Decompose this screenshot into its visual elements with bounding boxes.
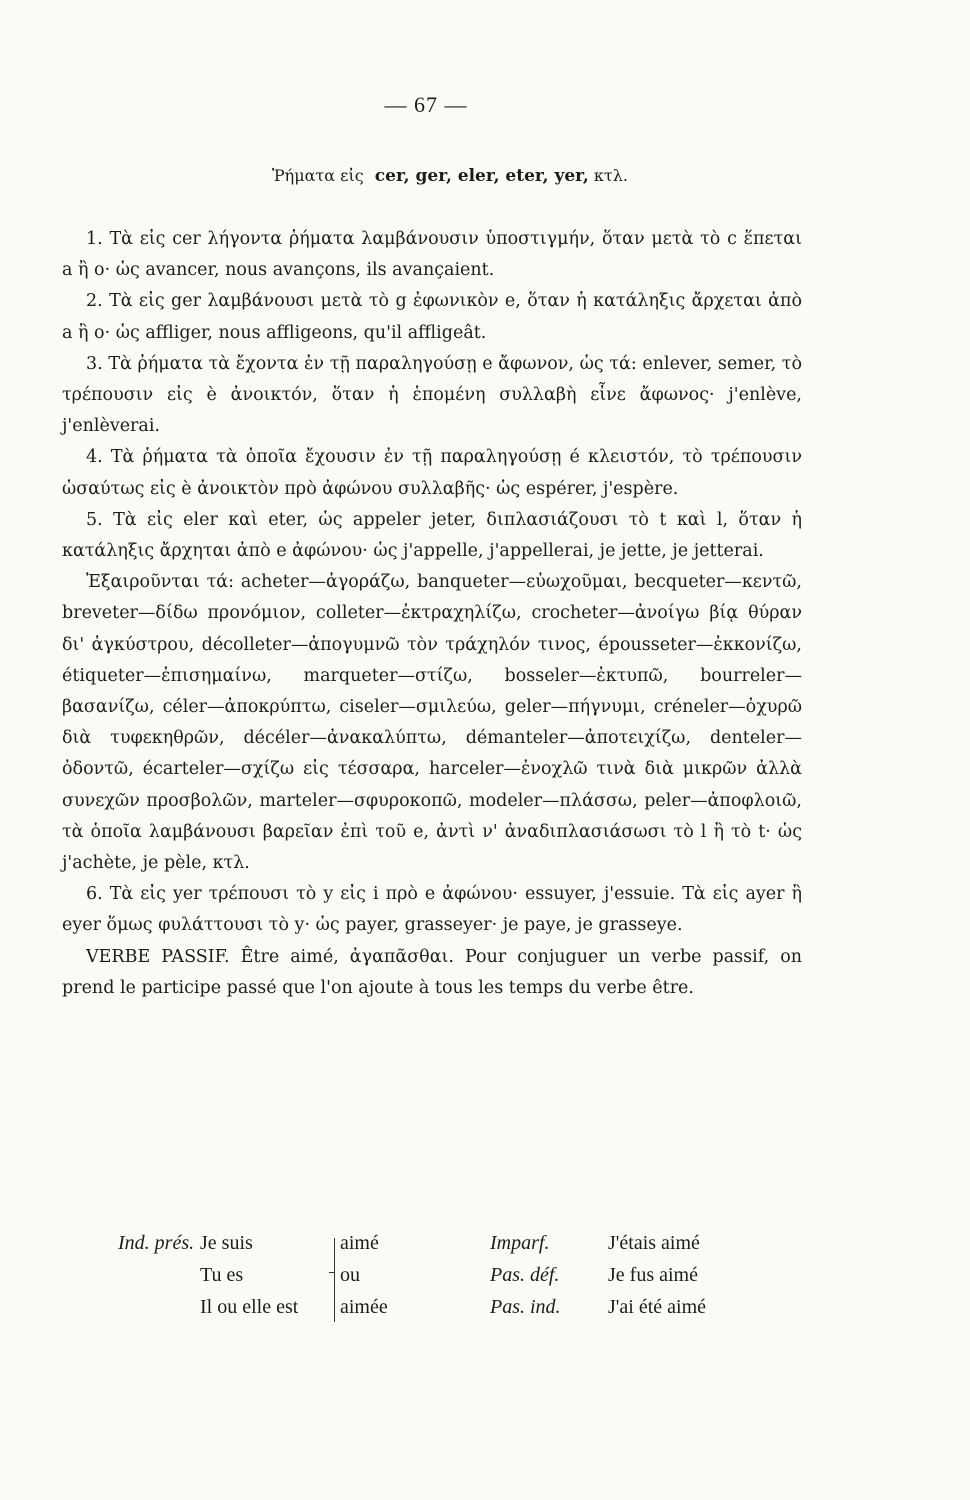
tense-label-pas-ind: Pas. ind.	[490, 1296, 561, 1318]
heading-greek: Ῥήματα εἰς	[272, 166, 364, 185]
tense-label-present: Ind. prés.	[118, 1232, 195, 1254]
section-heading	[0, 166, 900, 186]
paragraph-4: 4. Τὰ ῥήματα τὰ ὁποῖα ἔχουσιν ἐν τῇ παραληγούσῃ é κλειστόν, τὸ τρέπουσιν ὡσαύτως εἰς è ἀνοικτὸν πρὸ ἀφώνου συλλαβῆς· ὡς espérer, j'espère.	[62, 447, 802, 499]
form-pas-ind: J'ai été aimé	[608, 1296, 706, 1318]
conjugation-row	[118, 1264, 818, 1296]
participle-3: aimée	[340, 1296, 388, 1318]
conjugation-table	[118, 1232, 818, 1328]
paragraph-6: 6. Τὰ εἰς yer τρέπουσι τὸ y εἰς i πρὸ e ἀφώνου· essuyer, j'essuie. Τὰ εἰς ayer ἢ eyer ὅμως φυλάττουσι τὸ y· ὡς payer, grasseyer· je paye, je grasseye.	[62, 884, 802, 936]
paragraph-5: 5. Τὰ εἰς eler καὶ eter, ὡς appeler jeter, διπλασιάζουσι τὸ t καὶ l, ὅταν ἡ κατάληξις ἄρχηται ἀπὸ e ἀφώνου· ὡς j'appelle, j'appellerai, je jette, je jetterai.	[62, 509, 802, 562]
paragraph-verbe-passif: VERBE PASSIF. Être aimé, ἀγαπᾶσθαι. Pour conjuguer un verbe passif, on prend le participe passé que l'on ajoute à tous les temps du verbe être.	[62, 946, 802, 998]
body-text	[62, 224, 802, 1004]
tense-label-pas-def: Pas. déf.	[490, 1264, 560, 1286]
tense-label-imparf: Imparf.	[490, 1232, 550, 1254]
paragraph-2: 2. Τὰ εἰς ger λαμβάνουσι μετὰ τὸ g ἐφωνικὸν e, ὅταν ἡ κατάληξις ἄρχεται ἀπὸ a ἢ o· ὡς affliger, nous affligeons, qu'il affligeât.	[62, 291, 802, 343]
paragraph-exceptions: Ἐξαιροῦνται τά: acheter—ἀγοράζω, banqueter—εὐωχοῦμαι, becqueter—κεντῶ, breveter—δίδω προνόμιον, colleter—ἐκτραχηλίζω, crocheter—ἀνοίγω βίᾳ θύραν δι' ἀγκύστρου, décolleter—ἀπογυμνῶ τὸν τράχηλόν τινος, épousseter—ἐκκονίζω, étiqueter—ἐπισημαίνω, marqueter—στίζω, bosseler—ἐκτυπῶ, bourreler—βασανίζω, céler—ἀποκρύπτω, ciseler—σμιλεύω, geler—πήγνυμι, créneler—ὀχυρῶ διὰ τυφεκηθρῶν, décéler—ἀνακαλύπτω, démanteler—ἀποτειχίζω, denteler—ὀδοντῶ, écarteler—σχίζω εἰς τέσσαρα, harceler—ἐνοχλῶ τινὰ διὰ μικρῶν ἀλλὰ συνεχῶν προσβολῶν, marteler—σφυροκοπῶ, modeler—πλάσσω, peler—ἀποφλοιῶ, τὰ ὁποῖα λαμβάνουσι βαρεῖαν ἐπὶ τοῦ e, ἀντὶ ν' ἀναδιπλασιάσωσι τὸ l ἢ τὸ t· ὡς j'achète, je pèle, κτλ.	[62, 572, 802, 874]
paragraph-1: 1. Τὰ εἰς cer λήγοντα ῥήματα λαμβάνουσιν ὑποστιγμήν, ὅταν μετὰ τὸ c ἕπεται a ἢ o· ὡς avancer, nous avançons, ils avançaient.	[62, 229, 802, 281]
participle-2: ou	[340, 1264, 360, 1286]
form-pas-def: Je fus aimé	[608, 1264, 698, 1286]
paragraph-3: 3. Τὰ ῥήματα τὰ ἔχοντα ἐν τῇ παραληγούσῃ e ἄφωνον, ὡς τά: enlever, semer, τὸ τρέπουσιν εἰς è ἀνοικτόν, ὅταν ἡ ἑπομένη συλλαβὴ εἶνε ἄφωνος· j'enlève, j'enlèverai.	[62, 353, 802, 437]
subject-2: Tu es	[200, 1264, 244, 1286]
heading-forms: cer, ger, eler, eter, yer,	[374, 166, 589, 186]
form-imparf: J'étais aimé	[608, 1232, 700, 1254]
page-number: — 67 —	[384, 92, 468, 117]
conjugation-row	[118, 1232, 818, 1264]
conjugation-row	[118, 1296, 818, 1328]
subject-1: Je suis	[200, 1232, 253, 1254]
subject-3: Il ou elle est	[200, 1296, 299, 1318]
heading-etc: κτλ.	[593, 166, 628, 185]
participle-1: aimé	[340, 1232, 379, 1254]
